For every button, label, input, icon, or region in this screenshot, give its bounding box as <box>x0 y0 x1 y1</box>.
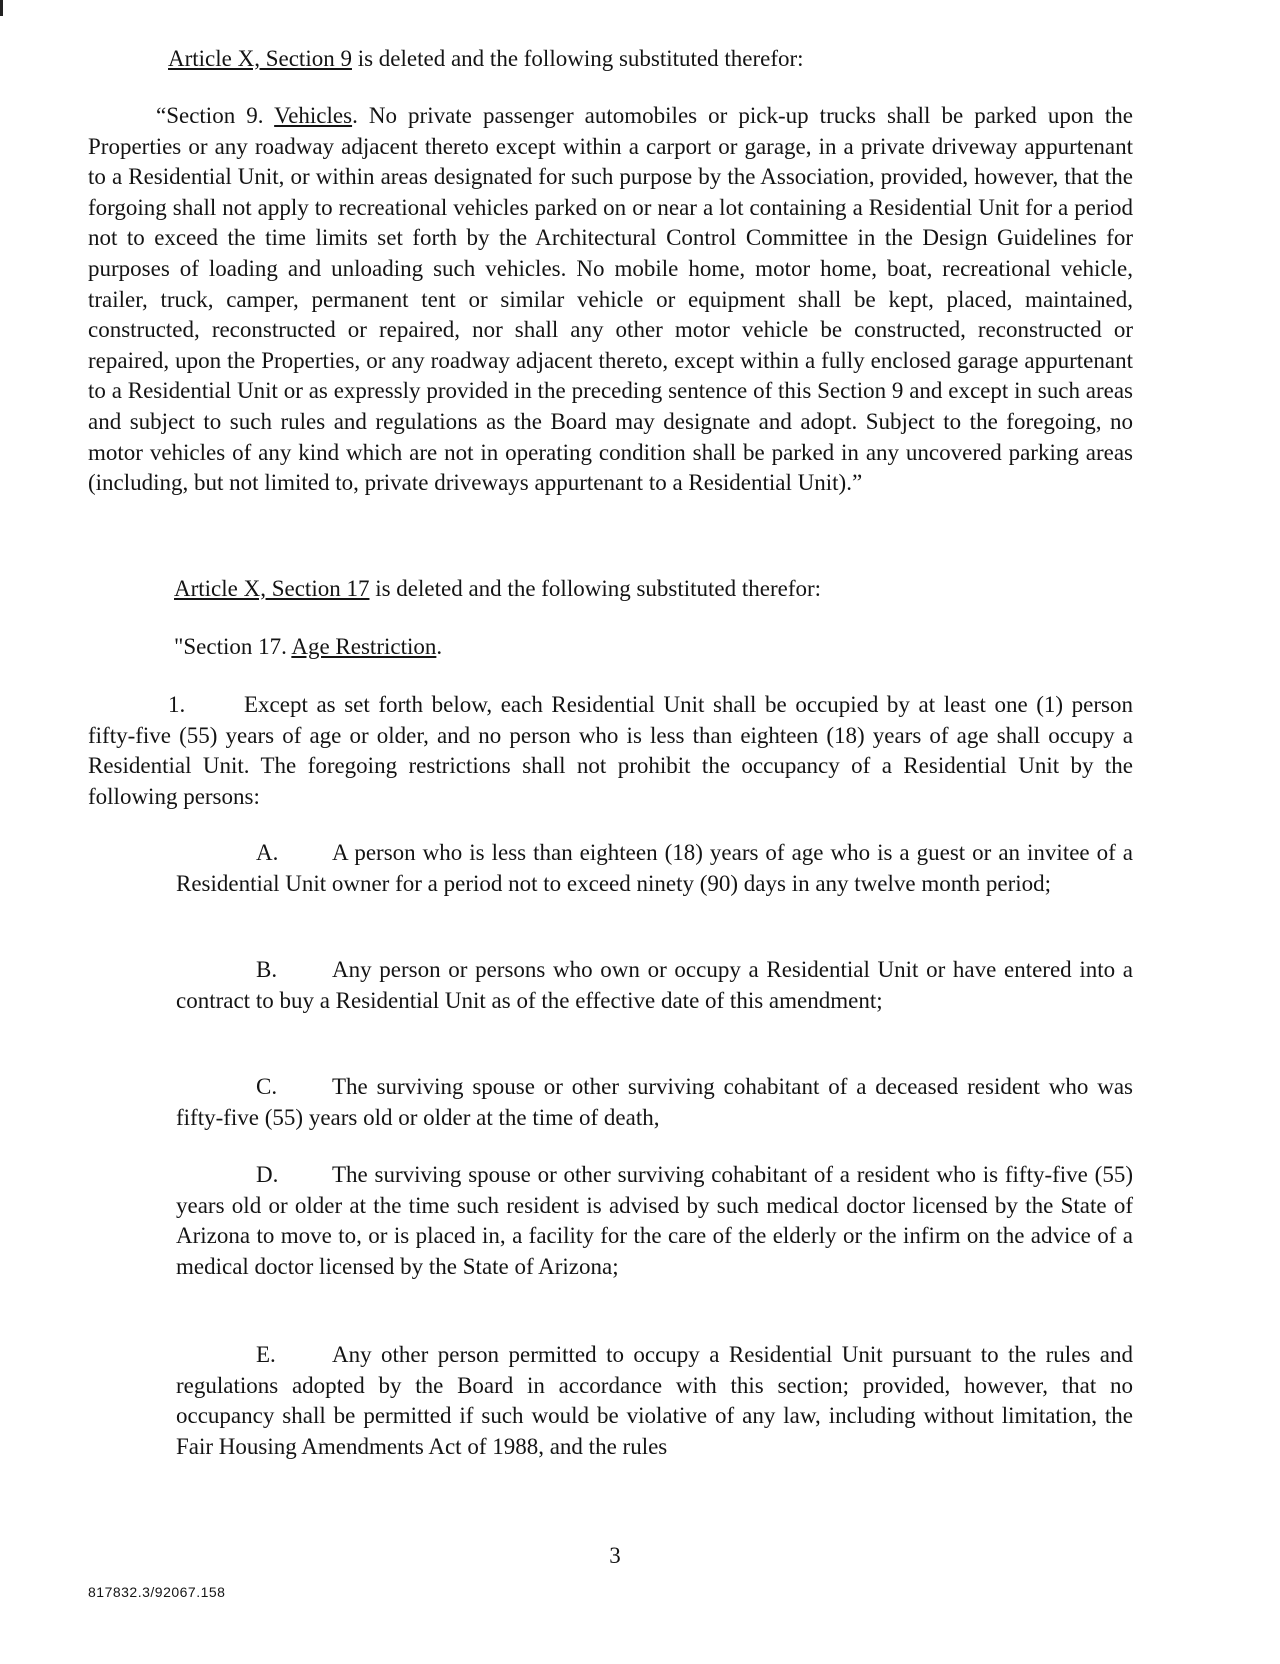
clause-b-paragraph <box>176 955 1133 1016</box>
section-17-lead: "Section 17. <box>174 634 292 659</box>
section-17-trail: . <box>436 634 443 659</box>
clause-a-text: A person who is less than eighteen (18) years of age who is a guest or an invitee of a Residential Unit owner for a period not to exceed ninety (90) days in any twelve month period; <box>176 840 1133 896</box>
section-9-paragraph <box>88 101 1133 499</box>
clause-e-text: Any other person permitted to occupy a Residential Unit pursuant to the rules and regulations adopted by the Board in accordance with this section; provided, however, that no occupancy shall be permitted if such would be violative of any law, including without limitation, the Fair Housing Amendments Act of 1988, and the rules <box>176 1342 1133 1459</box>
scan-edge-mark <box>0 0 3 16</box>
clause-d-paragraph <box>176 1160 1133 1282</box>
document-id: 817832.3/92067.158 <box>88 1584 226 1600</box>
clause-a-marker: A. <box>256 840 279 865</box>
article-x-section-17-heading <box>174 574 821 604</box>
article-x-section-9-rest: is deleted and the following substituted therefor: <box>351 46 804 71</box>
section-9-title: Vehicles <box>274 103 353 128</box>
clause-1-marker: 1. <box>168 692 186 717</box>
clause-1-text: Except as set forth below, each Residential Unit shall be occupied by at least one (1) person fifty-five (55) years of age or older, and no person who is less than eighteen (18) years of age shall occupy a Residential Unit. The foregoing restrictions shall not prohibit the occupancy of a Residential Unit by the following persons: <box>88 692 1133 809</box>
clause-a-paragraph <box>176 838 1133 899</box>
section-17-heading <box>174 632 442 662</box>
clause-b-marker: B. <box>256 957 278 982</box>
section-17-title: Age Restriction <box>291 634 437 659</box>
clause-c-marker: C. <box>256 1074 278 1099</box>
article-x-section-9-ref: Article X, Section 9 <box>168 46 352 71</box>
clause-1-paragraph <box>88 690 1133 812</box>
clause-d-text: The surviving spouse or other surviving cohabitant of a resident who is fifty-five (55) years old or older at the time such resident is advised by such medical doctor licensed by the State of Arizona to move to, or is placed in, a facility for the care of the elderly or the infirm on the advice of a medical doctor licensed by the State of Arizona; <box>176 1162 1133 1279</box>
page-number: 3 <box>609 1543 621 1568</box>
clause-c-paragraph <box>176 1072 1133 1133</box>
article-x-section-9-heading <box>168 44 804 74</box>
clause-b-text: Any person or persons who own or occupy a Residential Unit or have entered into a contract to buy a Residential Unit as of the effective date of this amendment; <box>176 957 1133 1013</box>
section-9-body: . No private passenger automobiles or pick-up trucks shall be parked upon the Properties or any roadway adjacent thereto except within a carport or garage, in a private driveway appurtenant to a Residential Unit, or within areas designated for such purpose by the Association, provided, however, that the forgoing shall not apply to recreational vehicles parked on or near a lot containing a Residential Unit for a period not to exceed the time limits set forth by the Architectural Control Committee in the Design Guidelines for purposes of loading and unloading such vehicles. No mobile home, motor home, boat, recreational vehicle, trailer, truck, camper, permanent tent or similar vehicle or equipment shall be kept, placed, maintained, constructed, reconstructed or repaired, nor shall any other motor vehicle be constructed, reconstructed or repaired, upon the Properties, or any roadway adjacent thereto, except within a fully enclosed garage appurtenant to a Residential Unit or as expressly provided in the preceding sentence of this Section 9 and except in such areas and subject to such rules and regulations as the Board may designate and adopt. Subject to the foregoing, no motor vehicles of any kind which are not in operating condition shall be parked in any uncovered parking areas (including, but not limited to, private driveways appurtenant to a Residential Unit).” <box>88 103 1133 496</box>
clause-e-paragraph <box>176 1340 1133 1462</box>
clause-c-text: The surviving spouse or other surviving cohabitant of a deceased resident who was fifty-five (55) years old or older at the time of death, <box>176 1074 1133 1130</box>
section-9-lead: “Section 9. <box>156 103 275 128</box>
clause-e-marker: E. <box>256 1342 276 1367</box>
article-x-section-17-ref: Article X, Section 17 <box>174 576 370 601</box>
clause-d-marker: D. <box>256 1162 279 1187</box>
article-x-section-17-rest: is deleted and the following substituted therefor: <box>369 576 822 601</box>
